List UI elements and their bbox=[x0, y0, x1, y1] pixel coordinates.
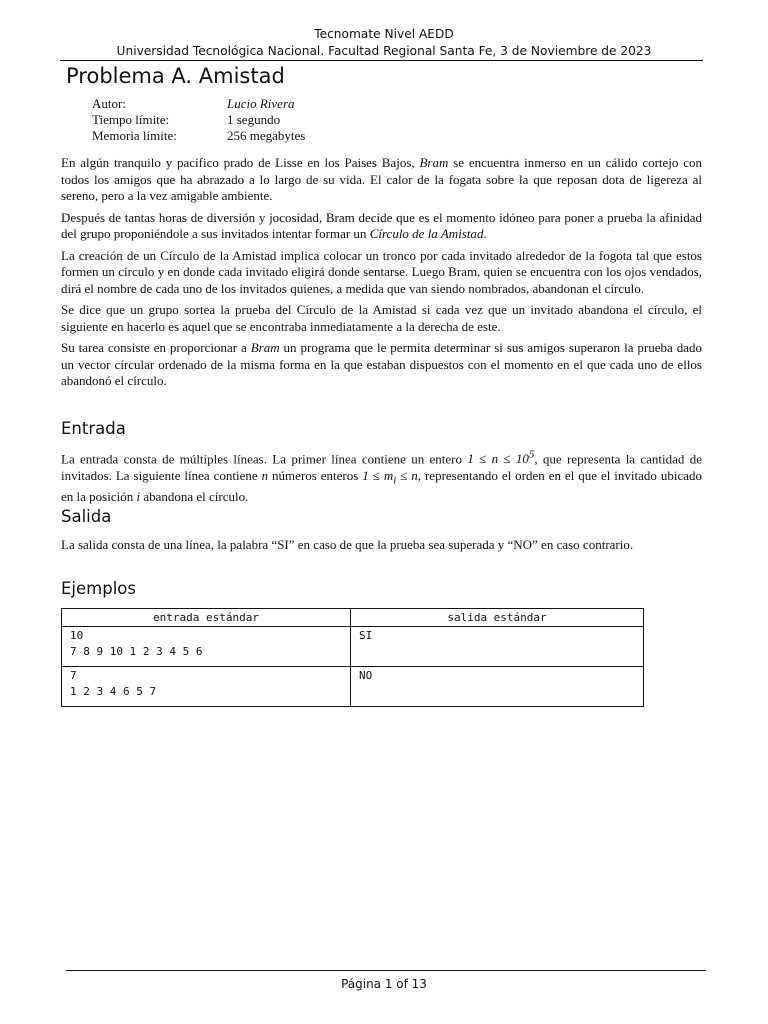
example-output-cell: NO bbox=[351, 667, 644, 707]
meta-memory-limit bbox=[92, 128, 305, 144]
examples-header-row bbox=[62, 609, 644, 627]
meta-time-limit bbox=[92, 112, 305, 128]
meta-time-label: Tiempo límite: bbox=[92, 112, 170, 127]
column-header-input: entrada estándar bbox=[62, 609, 351, 627]
page-header bbox=[0, 26, 768, 60]
math-m-range: $1 \le m_i \le n$ bbox=[362, 467, 418, 487]
meta-time-value: 1 segundo bbox=[227, 112, 281, 127]
column-header-output: salida estándar bbox=[351, 609, 644, 627]
problem-meta bbox=[92, 96, 305, 144]
meta-memory-value: 256 megabytes bbox=[227, 128, 306, 143]
page-number: Página 1 of 13 bbox=[341, 977, 427, 991]
contest-name: Tecnomate Nivel AEDD bbox=[314, 27, 454, 41]
examples-heading: Ejemplos bbox=[61, 579, 136, 598]
statement-paragraph: Se dice que un grupo sortea la prueba del Círculo de la Amistad si cada vez que un invitado abandona el círculo, el siguiente en hacerlo es aquel que se encontraba inmediatamente a la derecha de este. bbox=[61, 302, 702, 334]
problem-statement bbox=[61, 155, 702, 395]
input-heading: Entrada bbox=[61, 419, 126, 438]
statement-paragraph: La creación de un Círculo de la Amistad implica colocar un tronco por cada invitado alrededor de la fogota tal que estos formen un círculo y en donde cada invitado eligirá donde sentarse. Luego Bram, quien se encuentra con los ojos vendados, dirá el nombre de cada uno de los invitados quienes, a medida que van siendo nombrados, abandonan el círculo. bbox=[61, 247, 702, 296]
output-description: La salida consta de una línea, la palabra “SI” en caso de que la prueba sea superada y “NO” en caso contrario. bbox=[61, 537, 634, 552]
table-row bbox=[62, 627, 644, 667]
table-row bbox=[62, 667, 644, 707]
input-description: La entrada consta de múltiples líneas. La primer línea contiene un entero $1 \le n \le 10^5$, que representa la cantidad de invitados. La siguiente línea contiene n números enteros $1 \le m_i \le n$, representando el orden en el que el invitado ubicado en la posición i abandona el círculo. bbox=[61, 449, 703, 504]
problem-title: Problema A. Amistad bbox=[66, 64, 285, 88]
output-heading: Salida bbox=[61, 507, 112, 526]
example-output-cell: SI bbox=[351, 627, 644, 667]
example-input-cell: 10 7 8 9 10 1 2 3 4 5 6 bbox=[62, 627, 351, 667]
meta-memory-label: Memoria límite: bbox=[92, 128, 177, 143]
statement-paragraph: En algún tranquilo y pacífico prado de Lisse en los Paises Bajos, Bram se encuentra inmerso en un cálido cortejo con todos los amigos que ha abrazado a lo largo de su vida. El calor de la fogata sobre la que reposan dota de ligereza al sereno, pero a la vez amigable ambiente. bbox=[61, 155, 702, 203]
meta-author bbox=[92, 96, 305, 112]
statement-paragraph: Su tarea consiste en proporcionar a Bram un programa que le permita determinar si sus amigos superaron la prueba dado un vector círcular ordenado de la misma forma en la que estaban dispuestos con el momento en el que cada uno de ellos abandonó el círculo. bbox=[61, 340, 702, 388]
footer-divider bbox=[66, 970, 706, 971]
contest-venue: Universidad Tecnológica Nacional. Facultad Regional Santa Fe, 3 de Noviembre de 2023 bbox=[116, 44, 652, 58]
statement-paragraph: Después de tantas horas de diversión y jocosidad, Bram decide que es el momento idóneo para poner a prueba la afinidad del grupo proponiéndole a sus invitados intentar formar un Círculo de la Amistad. bbox=[61, 209, 702, 241]
math-n-range: $1 \le n \le 10^5$ bbox=[467, 449, 535, 467]
examples-table bbox=[61, 608, 644, 707]
meta-author-label: Autor: bbox=[92, 96, 126, 111]
header-divider bbox=[60, 60, 703, 61]
example-input-cell: 7 1 2 3 4 6 5 7 bbox=[62, 667, 351, 707]
meta-author-value: Lucio Rivera bbox=[227, 96, 295, 111]
